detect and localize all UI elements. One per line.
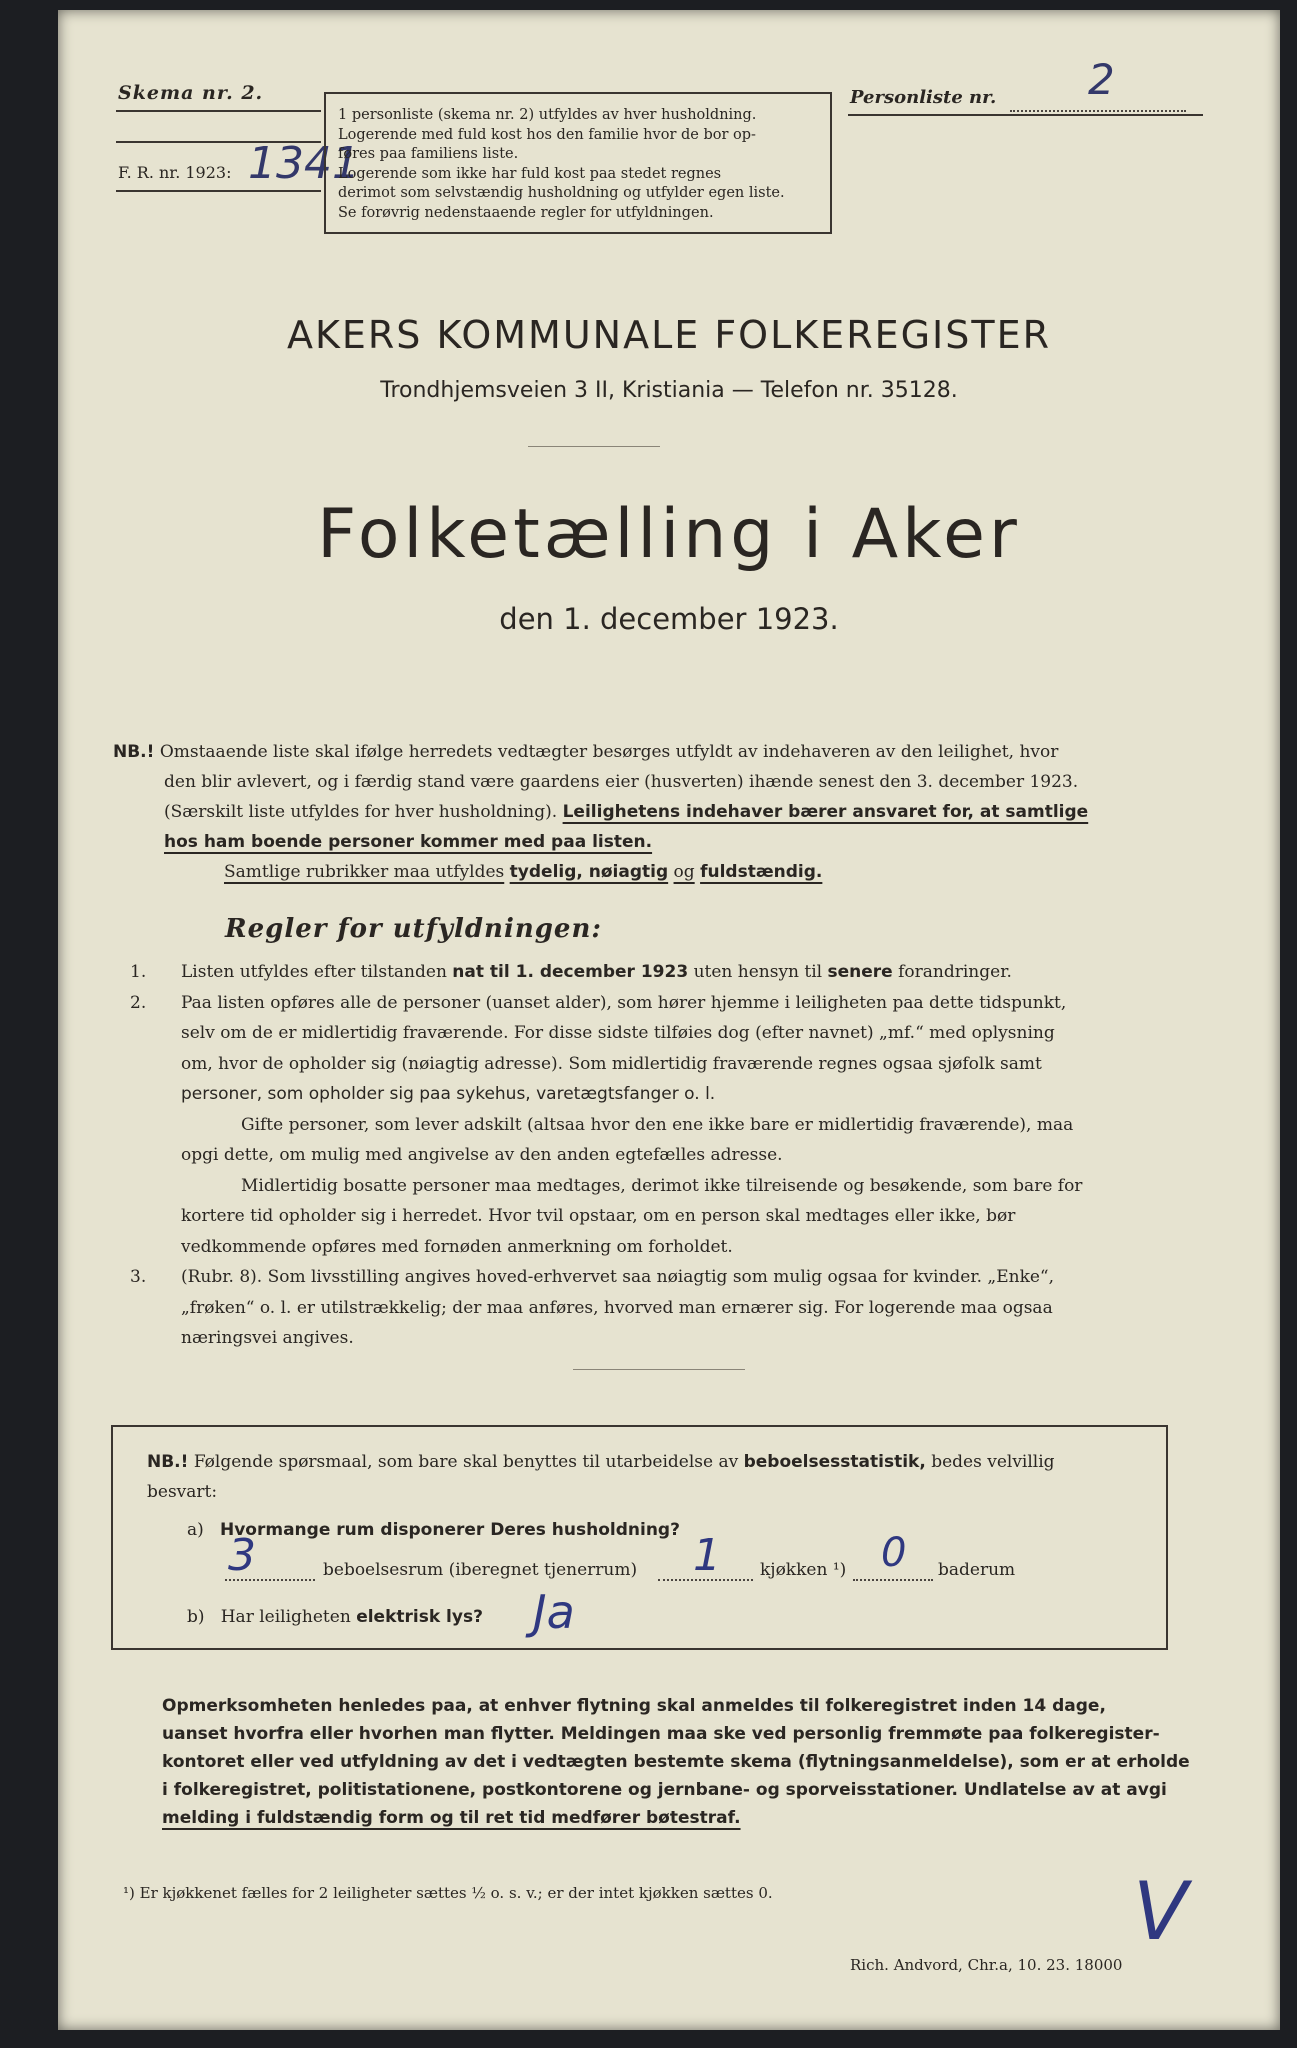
rule-text: næringsvei angives.: [181, 1328, 354, 1348]
question-label: a): [187, 1520, 204, 1540]
rule-text: kortere tid opholder sig i herredet. Hvor tvil opstaar, om en person skal medtages eller ikke, bør: [181, 1206, 1016, 1226]
kitchen-label: kjøkken ¹): [760, 1560, 847, 1580]
notice-line: i folkeregistret, politistationene, postkontorene og jernbane- og sporveisstationer. Undlatelse av at avgi: [162, 1780, 1167, 1800]
rule-text: forandringer.: [898, 962, 1012, 982]
rule-text: Gifte personer, som lever adskilt (altsaa hvor den ene ikke bare er midlertidig fraværende), maa: [241, 1114, 1074, 1135]
nb-text: den blir avlevert, og i færdig stand være gaardens eier (husverten) ihænde senest den 3. december 1923.: [164, 772, 1079, 792]
header-rule: [116, 190, 321, 192]
rule-number: 3.: [130, 1267, 147, 1287]
rule-item: [130, 988, 1230, 1019]
page-title: Folketælling i Aker: [317, 495, 1021, 574]
rule-emphasis: senere: [827, 962, 893, 982]
rule-item: [130, 1262, 1230, 1293]
nb-text: og: [673, 862, 695, 882]
nb-emphasis: fuldstændig.: [700, 862, 823, 882]
electric-light-answer-handwritten: Ja: [533, 1585, 575, 1639]
fr-number-label: F. R. nr. 1923:: [118, 163, 232, 182]
question-text: Har leiligheten: [220, 1607, 351, 1627]
personliste-label: Personliste nr.: [850, 87, 997, 108]
rule-text: (Rubr. 8). Som livsstilling angives hoved-erhvervet saa nøiagtig som mulig ogsaa for kvinder. „Enke“,: [181, 1267, 1055, 1287]
questions-intro: [147, 1447, 1055, 1507]
instruction-line: derimot som selvstændig husholdning og utfylder egen liste.: [338, 185, 785, 201]
bath-label: baderum: [938, 1560, 1016, 1580]
check-mark-handwritten: V: [1133, 1865, 1188, 1958]
header-rule: [848, 114, 1203, 116]
nb-paragraph: [113, 737, 1233, 887]
questions-text: bedes velvillig: [931, 1452, 1055, 1472]
rule-text: selv om de er midlertidig fraværende. For disse sidste tilføies dog (efter navnet) „mf.“ med oplysning: [181, 1023, 1055, 1043]
housing-questions-box: [111, 1425, 1168, 1650]
personliste-handwritten: 2: [1088, 55, 1115, 104]
rule-text: „frøken“ o. l. er utilstrækkelig; der maa anføres, hvorved man ernærer sig. For logerende maa ogsaa: [181, 1297, 1053, 1318]
separator: [528, 446, 660, 447]
questions-text: Følgende spørsmaal, som bare skal benyttes til utarbeidelse av: [193, 1452, 739, 1472]
rooms-dotted-line: [225, 1579, 315, 1581]
rule-text: vedkommende opføres med fornøden anmerkning om forholdet.: [181, 1236, 733, 1257]
rules-list: [130, 957, 1230, 1354]
question-text: Hvormange rum disponerer Deres husholdning?: [220, 1520, 680, 1540]
kitchen-dotted-line: [658, 1579, 753, 1581]
nb-label: NB.!: [147, 1452, 189, 1472]
instruction-line: 1 personliste (skema nr. 2) utfyldes av hver husholdning.: [338, 107, 757, 123]
rule-number: 1.: [130, 962, 147, 982]
rule-text: opgi dette, om mulig med angivelse av den anden egtefælles adresse.: [181, 1145, 783, 1165]
bath-handwritten: 0: [881, 1530, 907, 1576]
printer-imprint: Rich. Andvord, Chr.a, 10. 23. 18000: [850, 1956, 1123, 1974]
question-emphasis: elektrisk lys?: [356, 1607, 483, 1627]
rule-text: Listen utfyldes efter tilstanden: [181, 962, 447, 982]
notice-line: melding i fuldstændig form og til ret tid medfører bøtestraf.: [162, 1808, 741, 1828]
header-rule: [116, 110, 321, 112]
moving-notice: [162, 1692, 1234, 1832]
instruction-line: Logerende med fuld kost hos den familie hvor de bor op-: [338, 126, 756, 143]
rule-item: [130, 957, 1230, 988]
organization-address: Trondhjemsveien 3 II, Kristiania — Telefon nr. 35128.: [380, 378, 958, 403]
question-label: b): [187, 1607, 205, 1627]
question-b: [187, 1607, 483, 1627]
rule-text: Midlertidig bosatte personer maa medtages, derimot ikke tilreisende og besøkende, som bare for: [241, 1175, 1083, 1196]
kitchen-handwritten: 1: [693, 1530, 721, 1581]
rooms-label: beboelsesrum (iberegnet tjenerrum): [323, 1560, 638, 1580]
organization-name: AKERS KOMMUNALE FOLKEREGISTER: [286, 313, 1052, 357]
separator: [573, 1369, 745, 1370]
questions-emphasis: beboelsesstatistik,: [743, 1452, 926, 1472]
notice-line: uanset hvorfra eller hvorhen man flytter. Meldingen maa ske ved personlig fremmøte paa folkeregister-: [162, 1724, 1160, 1744]
instruction-line: Se forøvrig nedenstaaende regler for utfyldningen.: [338, 204, 714, 221]
rooms-handwritten: 3: [228, 1530, 256, 1581]
rule-emphasis: nat til 1. december 1923: [452, 962, 689, 982]
footnote: ¹) Er kjøkkenet fælles for 2 leiligheter sættes ½ o. s. v.; er der intet kjøkken sættes 0.: [123, 1884, 773, 1902]
personliste-dotted-line: [1010, 110, 1186, 112]
nb-emphasis: Leilighetens indehaver bærer ansvaret for, at samtlige: [562, 802, 1089, 822]
rule-text: uten hensyn til: [693, 962, 823, 982]
instruction-box: [324, 92, 832, 234]
fr-number-handwritten: 1341: [248, 138, 360, 189]
questions-text: besvart:: [147, 1482, 218, 1502]
instruction-line: føres paa familiens liste.: [338, 146, 519, 162]
rule-text: personer, som opholder sig paa sykehus, varetægtsfanger o. l.: [181, 1084, 716, 1104]
notice-line: Opmerksomheten henledes paa, at enhver flytning skal anmeldes til folkeregistret inden 14 dage,: [162, 1696, 1106, 1716]
rule-number: 2.: [130, 992, 147, 1013]
rules-heading: Regler for utfyldningen:: [225, 914, 602, 944]
census-form: [58, 10, 1280, 2030]
nb-emphasis: tydelig, nøiagtig: [509, 862, 669, 882]
census-date: den 1. december 1923.: [499, 602, 839, 636]
nb-emphasis: hos ham boende personer kommer med paa listen.: [164, 832, 653, 852]
skema-number: Skema nr. 2.: [118, 82, 264, 104]
nb-label: NB.!: [113, 742, 155, 762]
question-a: [187, 1520, 680, 1540]
nb-text: Omstaaende liste skal ifølge herredets vedtægter besørges utfyldt av indehaveren av den leilighet, hvor: [159, 742, 1059, 762]
rule-text: Paa listen opføres alle de personer (uanset alder), som hører hjemme i leiligheten paa dette tidspunkt,: [181, 992, 1067, 1013]
nb-text: (Særskilt liste utfyldes for hver husholdning).: [164, 802, 558, 822]
rule-text: om, hvor de opholder sig (nøiagtig adresse). Som midlertidig fraværende regnes ogsaa sjøfolk samt: [181, 1053, 1042, 1074]
nb-text: Samtlige rubrikker maa utfyldes: [224, 862, 505, 882]
notice-line: kontoret eller ved utfyldning av det i vedtægten bestemte skema (flytningsanmeldelse), som er at erholde: [162, 1752, 1190, 1772]
bath-dotted-line: [853, 1579, 933, 1581]
instruction-line: Logerende som ikke har fuld kost paa stedet regnes: [338, 165, 722, 182]
